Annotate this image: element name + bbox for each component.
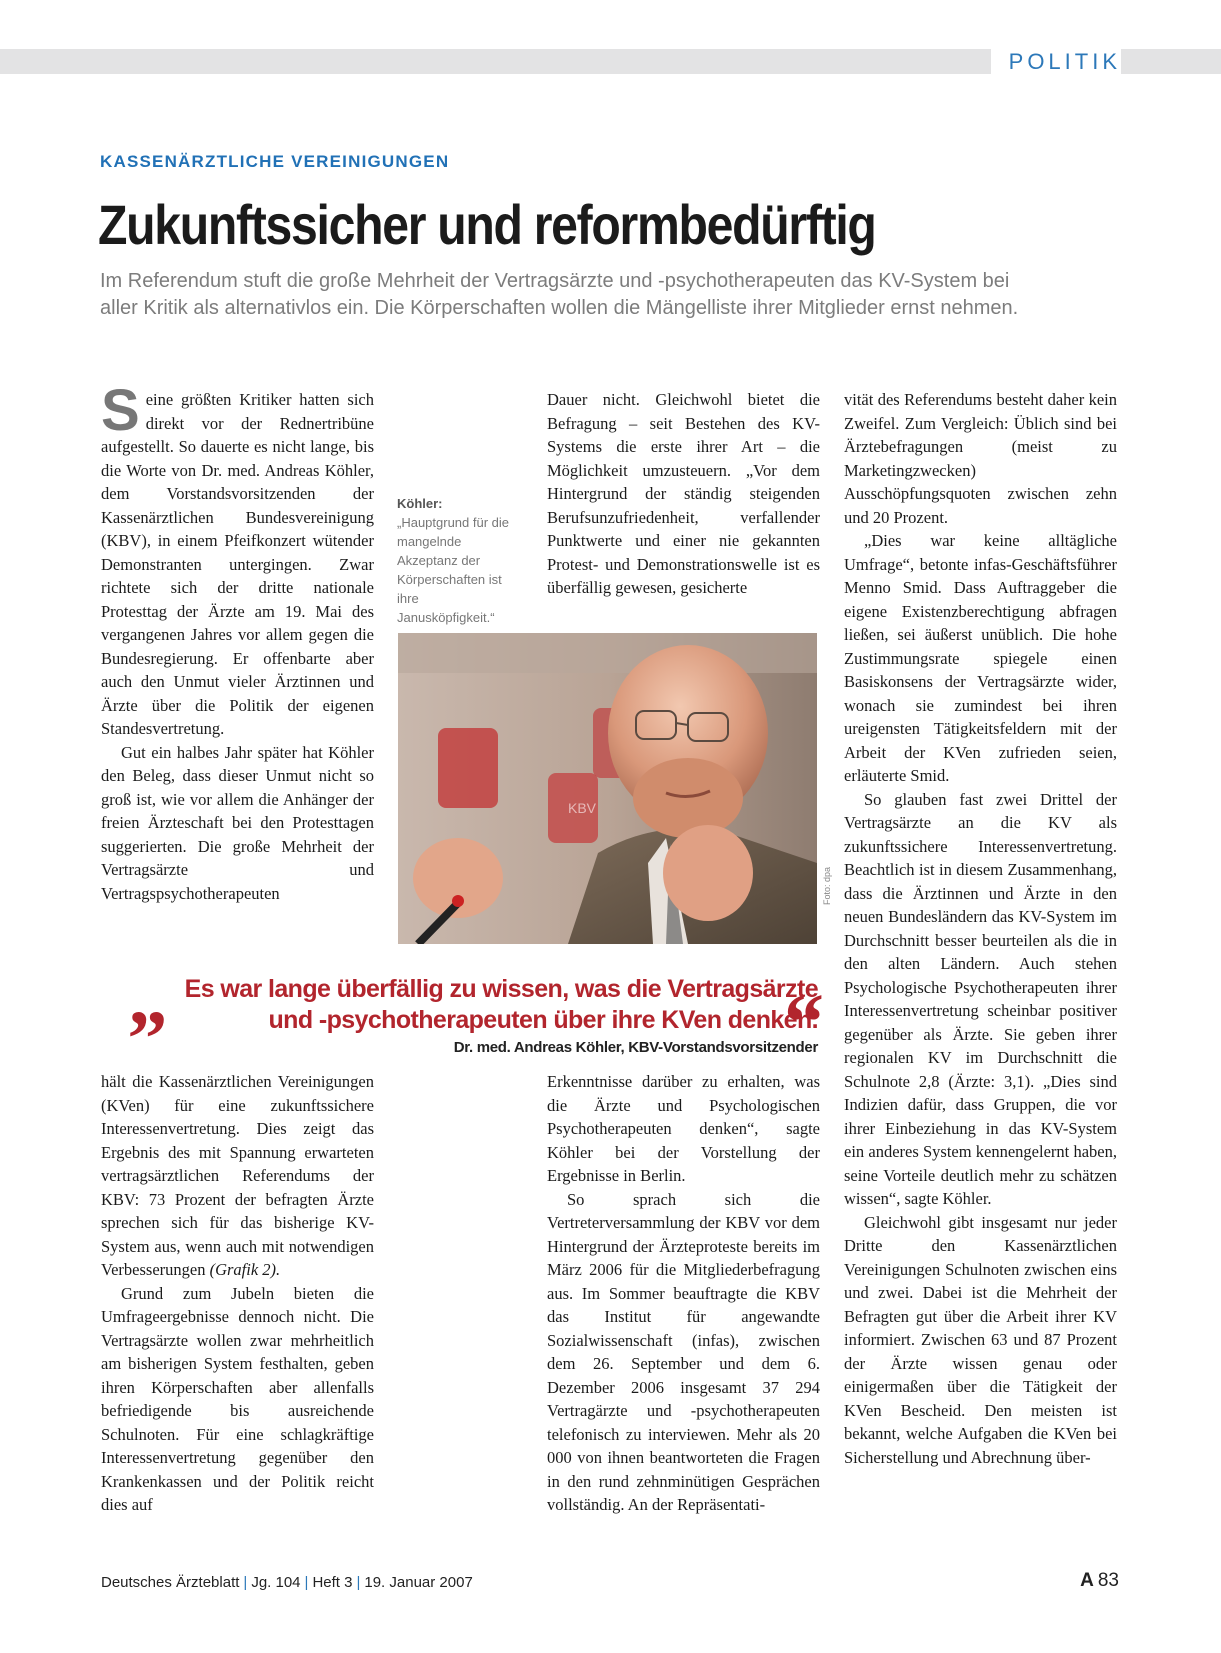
body-paragraph: vität des Referendums besteht daher kein Zweifel. Zum Vergleich: Üblich sind bei Ärztebefragungen (meist zu Marketingzwecken) Ausschöpfungsquoten zwischen zehn und 20 Prozent. (844, 390, 1117, 527)
pull-quote-attribution: Dr. med. Andreas Köhler, KBV-Vorstandsvorsitzender (453, 1039, 818, 1056)
body-paragraph: Grund zum Jubeln bieten die Umfrageergebnisse dennoch nicht. Die Vertragsärzte wollen zwar mehrheitlich am bisherigen System festhalten, geben ihren Körperschaften aber allenfalls befriedigende bis ausreichende Schulnoten. Für eine schlagkräftige Interessenvertretung gegenüber den Krankenkassen und der Politik reicht dies auf (101, 1283, 374, 1514)
body-paragraph: hält die Kassenärztlichen Vereinigungen (KVen) für eine zukunftssichere Interessenvertretung. Dies zeigt das Ergebnis des mit Spannung erwarteten vertragsärztlichen Referendums der KBV: 73 Prozent der befragten Ärzte sprechen sich für das bisherige KV-System aus, wenn auch mit notwendigen Verbesserungen (101, 1072, 374, 1279)
article-lead: Im Referendum stuft die große Mehrheit der Vertragsärzte und -psychotherapeuten das KV-System bei aller Kritik als alternativlos ein. Die Körperschaften wollen die Mängelliste ihrer Mitglieder ernst nehmen. (100, 270, 1019, 319)
column-3 (844, 388, 1117, 1469)
photo-caption (397, 494, 517, 627)
caption-text: „Hauptgrund für die mangelnde Akzeptanz der Körperschaften ist ihre Janusköpfigkeit.“ (397, 515, 510, 625)
column-2-top (547, 388, 820, 600)
body-paragraph: So glauben fast zwei Drittel der Vertragsärzte an die KV als zukunftssichere Interessenvertretung. Beachtlich ist in diesem Zusammenhang, dass die Ärztinnen und Ärzte in den neuen Bundesländern das KV-System im Durchschnitt besser beurteilen als die in den alten Ländern. Auch stehen Psychologische Psychotherapeuten ihrer Interessenvertretung scheinbar positiver gegenüber als Ärzte. Sie geben ihrer regionalen KV im Durchschnitt die Schulnote 2,8 (Ärzte: 3,1). „Dies sind Indizien dafür, dass Gruppen, die vor ihrer Einbeziehung in das KV-System ein anderes System kennengelernt haben, seine Vorteile deutlich mehr zu schätzen wissen“, sagte Köhler. (844, 789, 1117, 1208)
issue: Heft 3 (312, 1574, 353, 1591)
quote-close-mark: “ (784, 979, 824, 1067)
column-2-bottom (547, 1070, 820, 1517)
column-1-bottom (101, 1070, 374, 1517)
issue-date: 19. Januar 2007 (364, 1574, 473, 1591)
article-kicker: KASSENÄRZTLICHE VEREINIGUNGEN (100, 152, 450, 171)
portrait-image (398, 633, 817, 944)
article-headline: Zukunftssicher und reformbedürftig (98, 193, 876, 256)
body-paragraph: Gut ein halbes Jahr später hat Köhler den Beleg, dass dieser Unmut nicht so groß ist, wie vor allem die Anhänger der freien Ärzteschaft bei den Protesttagen suggerierten. Die große Mehrheit der Vertragsärzte und Vertragspsychotherapeuten (101, 742, 374, 903)
article-photo (398, 633, 817, 944)
body-paragraph: Gleichwohl gibt insgesamt nur jeder Dritte den Kassenärztlichen Vereinigungen Schulnoten zwischen eins und zwei. Dabei ist die Mehrheit der Befragten gut über die Arbeit ihrer KV informiert. Zwischen 63 und 87 Prozent der Ärzte wissen genau oder einigermaßen über die Tätigkeit der KVen Bescheid. Den meisten ist bekannt, welche Aufgaben die KVen bei Sicherstellung und Abrechnung über- (844, 1212, 1117, 1467)
caption-name: Köhler: (397, 496, 443, 511)
footer-separator: | (243, 1574, 248, 1591)
body-paragraph: So sprach sich die Vertreterversammlung der KBV vor dem Hintergrund der Ärzteproteste bereits im März 2006 für die Mitgliederbefragung aus. Im Sommer beauftragte die KBV das Institut für angewandte Sozialwissenschaft (infas), zwischen dem 26. September und dem 6. Dezember 2006 insgesamt 37 294 Vertragärzte und -psychotherapeuten telefonisch zu interviewen. Mehr als 20 000 von ihnen beantworteten die Fragen in den rund zehnminütigen Gesprächen vollständig. An der Repräsentati- (547, 1189, 820, 1514)
page-number-value: 83 (1097, 1570, 1119, 1591)
pull-quote: Es war lange überfällig zu wissen, was die Vertragsärzte und -psychotherapeuten über ihre KVen denken. (184, 975, 818, 1034)
body-paragraph: „Dies war keine alltägliche Umfrage“, betonte infas-Geschäftsführer Menno Smid. Dass Auftraggeber die eigene Existenzberechtigung abfragen ließen, sei äußerst unüblich. Die hohe Zustimmungsrate spiegele einen Basiskonsens der Vertragsärzte wider, wonach sie zumindest bei ihren ureigensten Tätigkeitsfeldern mit der Arbeit der KVen zufrieden seien, erläuterte Smid. (844, 531, 1117, 785)
footer-publication (101, 1574, 473, 1591)
footer-separator: | (356, 1574, 361, 1591)
footer-separator: | (304, 1574, 309, 1591)
background-sign-text: KBV (568, 800, 597, 816)
body-paragraph: eine größten Kritiker hatten sich direkt vor der Rednertribüne aufgestellt. So dauerte es nicht lange, bis die Worte von Dr. med. Andreas Köhler, dem Vorstandsvorsitzenden der Kassenärztlichen Bundesvereinigung (KBV), in einem Pfeifkonzert wütender Demonstranten untergingen. Zwar richtete sich der dritte nationale Protesttag der Ärzte am 19. Mai des vergangenen Jahres vor allem gegen die Bundesregierung. Er offenbarte aber auch den Unmut vieler Ärztinnen und Ärzte über die Politik der eigenen Standesvertretung. (101, 390, 374, 738)
grafik-reference: (Grafik 2). (209, 1260, 281, 1279)
column-1-top (101, 378, 374, 905)
drop-cap: S (101, 378, 140, 443)
volume: Jg. 104 (251, 1574, 301, 1591)
body-paragraph: Erkenntnisse darüber zu erhalten, was die Ärzte und Psychologischen Psychotherapeuten denken“, sagte Köhler bei der Vorstellung der Ergebnisse in Berlin. (547, 1072, 820, 1185)
section-label: POLITIK (991, 49, 1121, 74)
quote-open-mark: „ (128, 954, 168, 1042)
page-number (1080, 1570, 1119, 1592)
body-paragraph: Dauer nicht. Gleichwohl bietet die Befragung – seit Bestehen des KV-Systems die erste ihrer Art – die Möglichkeit umzusteuern. „Vor dem Hintergrund der ständig steigenden Berufsunzufriedenheit, verfallender Punktwerte und einer nie gekannten Protest- und Demonstrationswelle ist es überfällig gewesen, gesicherte (547, 390, 820, 597)
journal-name: Deutsches Ärzteblatt (101, 1574, 240, 1591)
page-prefix: A (1080, 1570, 1094, 1591)
photo-credit: Foto: dpa (822, 866, 832, 905)
